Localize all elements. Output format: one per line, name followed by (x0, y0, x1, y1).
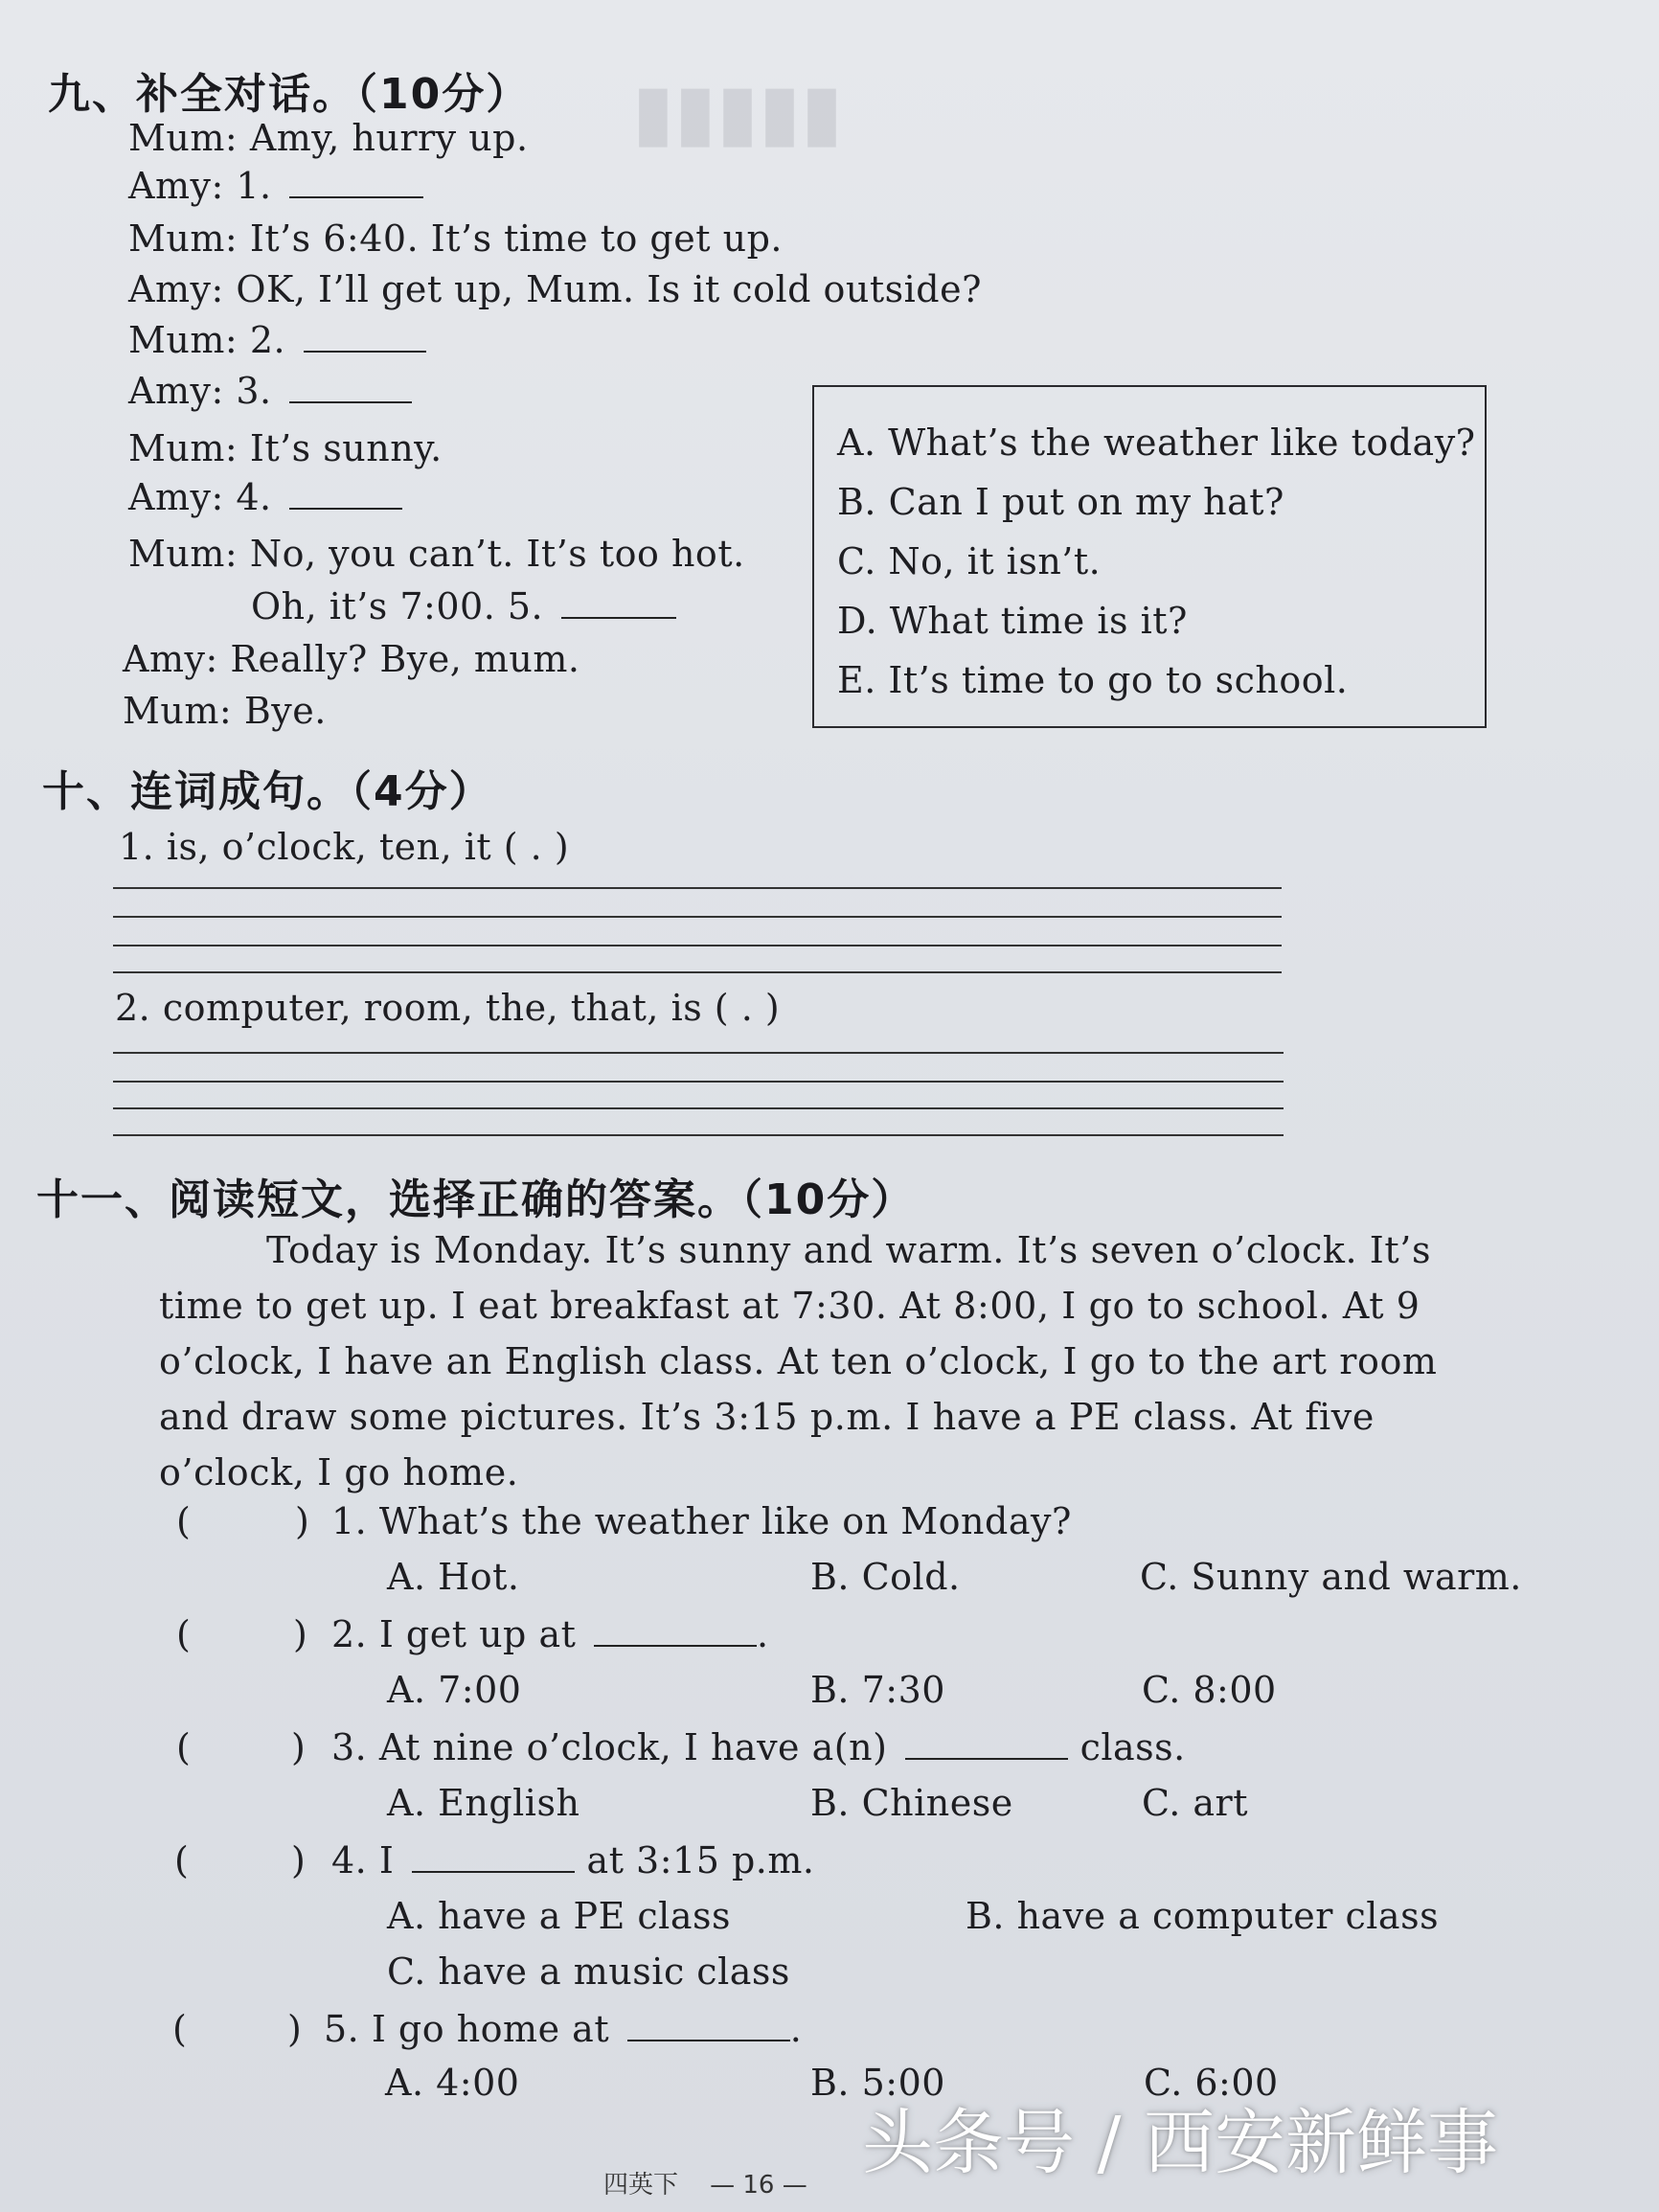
answer-blank-2[interactable] (304, 322, 426, 353)
writing-line[interactable] (113, 971, 1282, 973)
question-stem (331, 1613, 769, 1655)
question-stem (324, 2008, 802, 2050)
utterance: Oh, it’s 7:00. (251, 585, 496, 627)
option-d: D. What time is it? (837, 600, 1188, 642)
stem-text: 1. What’s the weather like on Monday? (331, 1500, 1072, 1542)
page-footer (603, 2165, 807, 2201)
choice-c: C. art (1142, 1782, 1248, 1824)
choice-a: A. 4:00 (385, 2062, 520, 2104)
answer-paren-close[interactable]: ) (291, 1726, 306, 1768)
sentence-item-2: 2. computer, room, the, that, is ( . ) (115, 987, 781, 1029)
utterance: It’s sunny. (249, 427, 443, 469)
blank-number: 4. (236, 476, 272, 518)
speaker: Amy: (128, 268, 224, 310)
answer-paren-open[interactable]: ( (176, 1613, 191, 1655)
dialogue-line (128, 165, 423, 207)
dialogue-line (128, 217, 783, 260)
choice-b: B. Cold. (810, 1556, 961, 1598)
speaker: Mum: (128, 427, 239, 469)
answer-blank-3[interactable] (289, 373, 412, 403)
passage-line: o’clock, I have an English class. At ten o’clock, I go to the art room (159, 1340, 1438, 1382)
choice-b: B. 7:30 (810, 1669, 945, 1711)
stem-text: . (789, 2008, 803, 2050)
stem-text: 2. I get up at (331, 1613, 577, 1655)
options-box (812, 385, 1487, 728)
passage-line: time to get up. I eat breakfast at 7:30. At 8:00, I go to school. At 9 (159, 1285, 1420, 1327)
section10-heading: 十、连词成句。（4分） (42, 767, 493, 816)
utterance: It’s 6:40. It’s time to get up. (249, 217, 783, 260)
speaker: Amy: (128, 476, 224, 518)
writing-line[interactable] (113, 1134, 1284, 1136)
blank-number: 5. (507, 585, 544, 627)
passage-line: o’clock, I go home. (159, 1451, 519, 1494)
sentence-item-1: 1. is, o’clock, ten, it ( . ) (119, 826, 570, 868)
writing-line[interactable] (113, 887, 1282, 889)
question-stem (331, 1726, 1186, 1768)
watermark: 头条号 / 西安新鲜事 (862, 2102, 1498, 2184)
answer-blank[interactable] (412, 1842, 575, 1873)
option-e: E. It’s time to go to school. (837, 659, 1349, 701)
stem-text: at 3:15 p.m. (586, 1839, 815, 1881)
writing-line[interactable] (113, 1052, 1284, 1054)
footer-subject: 四英下 (603, 2171, 679, 2200)
choice-a: A. English (387, 1782, 580, 1824)
utterance: Bye. (243, 690, 327, 732)
stem-text: 4. I (331, 1839, 395, 1881)
question-stem (331, 1839, 814, 1881)
dialogue-line (128, 427, 443, 469)
choice-a: A. Hot. (387, 1556, 520, 1598)
stem-text: 5. I go home at (324, 2008, 610, 2050)
answer-blank-5[interactable] (561, 588, 676, 619)
answer-paren-open[interactable]: ( (172, 2008, 187, 2050)
choice-c: C. have a music class (387, 1950, 790, 1993)
dialogue-line (128, 533, 745, 575)
answer-paren-open[interactable]: ( (176, 1726, 191, 1768)
writing-line[interactable] (113, 1107, 1284, 1109)
option-c: C. No, it isn’t. (837, 540, 1102, 582)
section9-heading: 九、补全对话。（10分） (48, 70, 531, 119)
speaker: Mum: (128, 319, 239, 361)
blank-number: 3. (236, 370, 272, 412)
answer-paren-close[interactable]: ) (293, 1613, 307, 1655)
dialogue-line (123, 638, 580, 680)
speaker: Amy: (123, 638, 218, 680)
passage-line: Today is Monday. It’s sunny and warm. It’s seven o’clock. It’s (266, 1229, 1432, 1271)
speaker: Mum: (128, 217, 239, 260)
blank-number: 2. (249, 319, 286, 361)
stem-text: class. (1079, 1726, 1186, 1768)
answer-paren-close[interactable]: ) (295, 1500, 309, 1542)
answer-blank-4[interactable] (289, 479, 402, 510)
blank-number: 1. (236, 165, 272, 207)
answer-blank[interactable] (594, 1616, 757, 1647)
section11-heading: 十一、阅读短文，选择正确的答案。（10分） (36, 1175, 916, 1224)
option-a: A. What’s the weather like today? (837, 422, 1476, 464)
utterance: OK, I’ll get up, Mum. Is it cold outside? (236, 268, 982, 310)
choice-a: A. have a PE class (387, 1895, 731, 1937)
bleed-through-decoration: ▮▮▮▮▮ (632, 67, 844, 156)
dialogue-line (128, 117, 529, 159)
utterance: Amy, hurry up. (249, 117, 529, 159)
choice-b: B. have a computer class (966, 1895, 1440, 1937)
dialogue-line (128, 319, 426, 361)
speaker: Amy: (128, 165, 224, 207)
writing-line[interactable] (113, 945, 1282, 946)
writing-line[interactable] (113, 1081, 1284, 1083)
answer-paren-open[interactable]: ( (176, 1500, 191, 1542)
dialogue-line (251, 585, 676, 627)
dialogue-line (128, 370, 412, 412)
dialogue-line (128, 268, 982, 310)
writing-line[interactable] (113, 916, 1282, 918)
speaker: Amy: (128, 370, 224, 412)
option-b: B. Can I put on my hat? (837, 481, 1284, 523)
choice-b: B. 5:00 (810, 2062, 945, 2104)
dialogue-line (128, 476, 402, 518)
choice-c: C. 8:00 (1142, 1669, 1277, 1711)
answer-blank[interactable] (627, 2011, 790, 2041)
answer-blank-1[interactable] (289, 168, 423, 198)
choice-c: C. 6:00 (1144, 2062, 1279, 2104)
choice-b: B. Chinese (810, 1782, 1013, 1824)
dialogue-line (123, 690, 327, 732)
choice-a: A. 7:00 (387, 1669, 522, 1711)
footer-page-number: — 16 — (710, 2171, 807, 2200)
stem-text: 3. At nine o’clock, I have a(n) (331, 1726, 888, 1768)
speaker: Mum: (123, 690, 233, 732)
choice-c: C. Sunny and warm. (1140, 1556, 1522, 1598)
answer-paren-open[interactable]: ( (174, 1839, 189, 1881)
speaker: Mum: (128, 117, 239, 159)
answer-paren-close[interactable]: ) (291, 1839, 306, 1881)
stem-text: . (757, 1613, 769, 1655)
passage-line: and draw some pictures. It’s 3:15 p.m. I have a PE class. At five (159, 1396, 1375, 1438)
utterance: Really? Bye, mum. (230, 638, 580, 680)
utterance: No, you can’t. It’s too hot. (249, 533, 745, 575)
speaker: Mum: (128, 533, 239, 575)
answer-blank[interactable] (905, 1729, 1068, 1760)
question-stem (331, 1500, 1072, 1542)
answer-paren-close[interactable]: ) (287, 2008, 302, 2050)
